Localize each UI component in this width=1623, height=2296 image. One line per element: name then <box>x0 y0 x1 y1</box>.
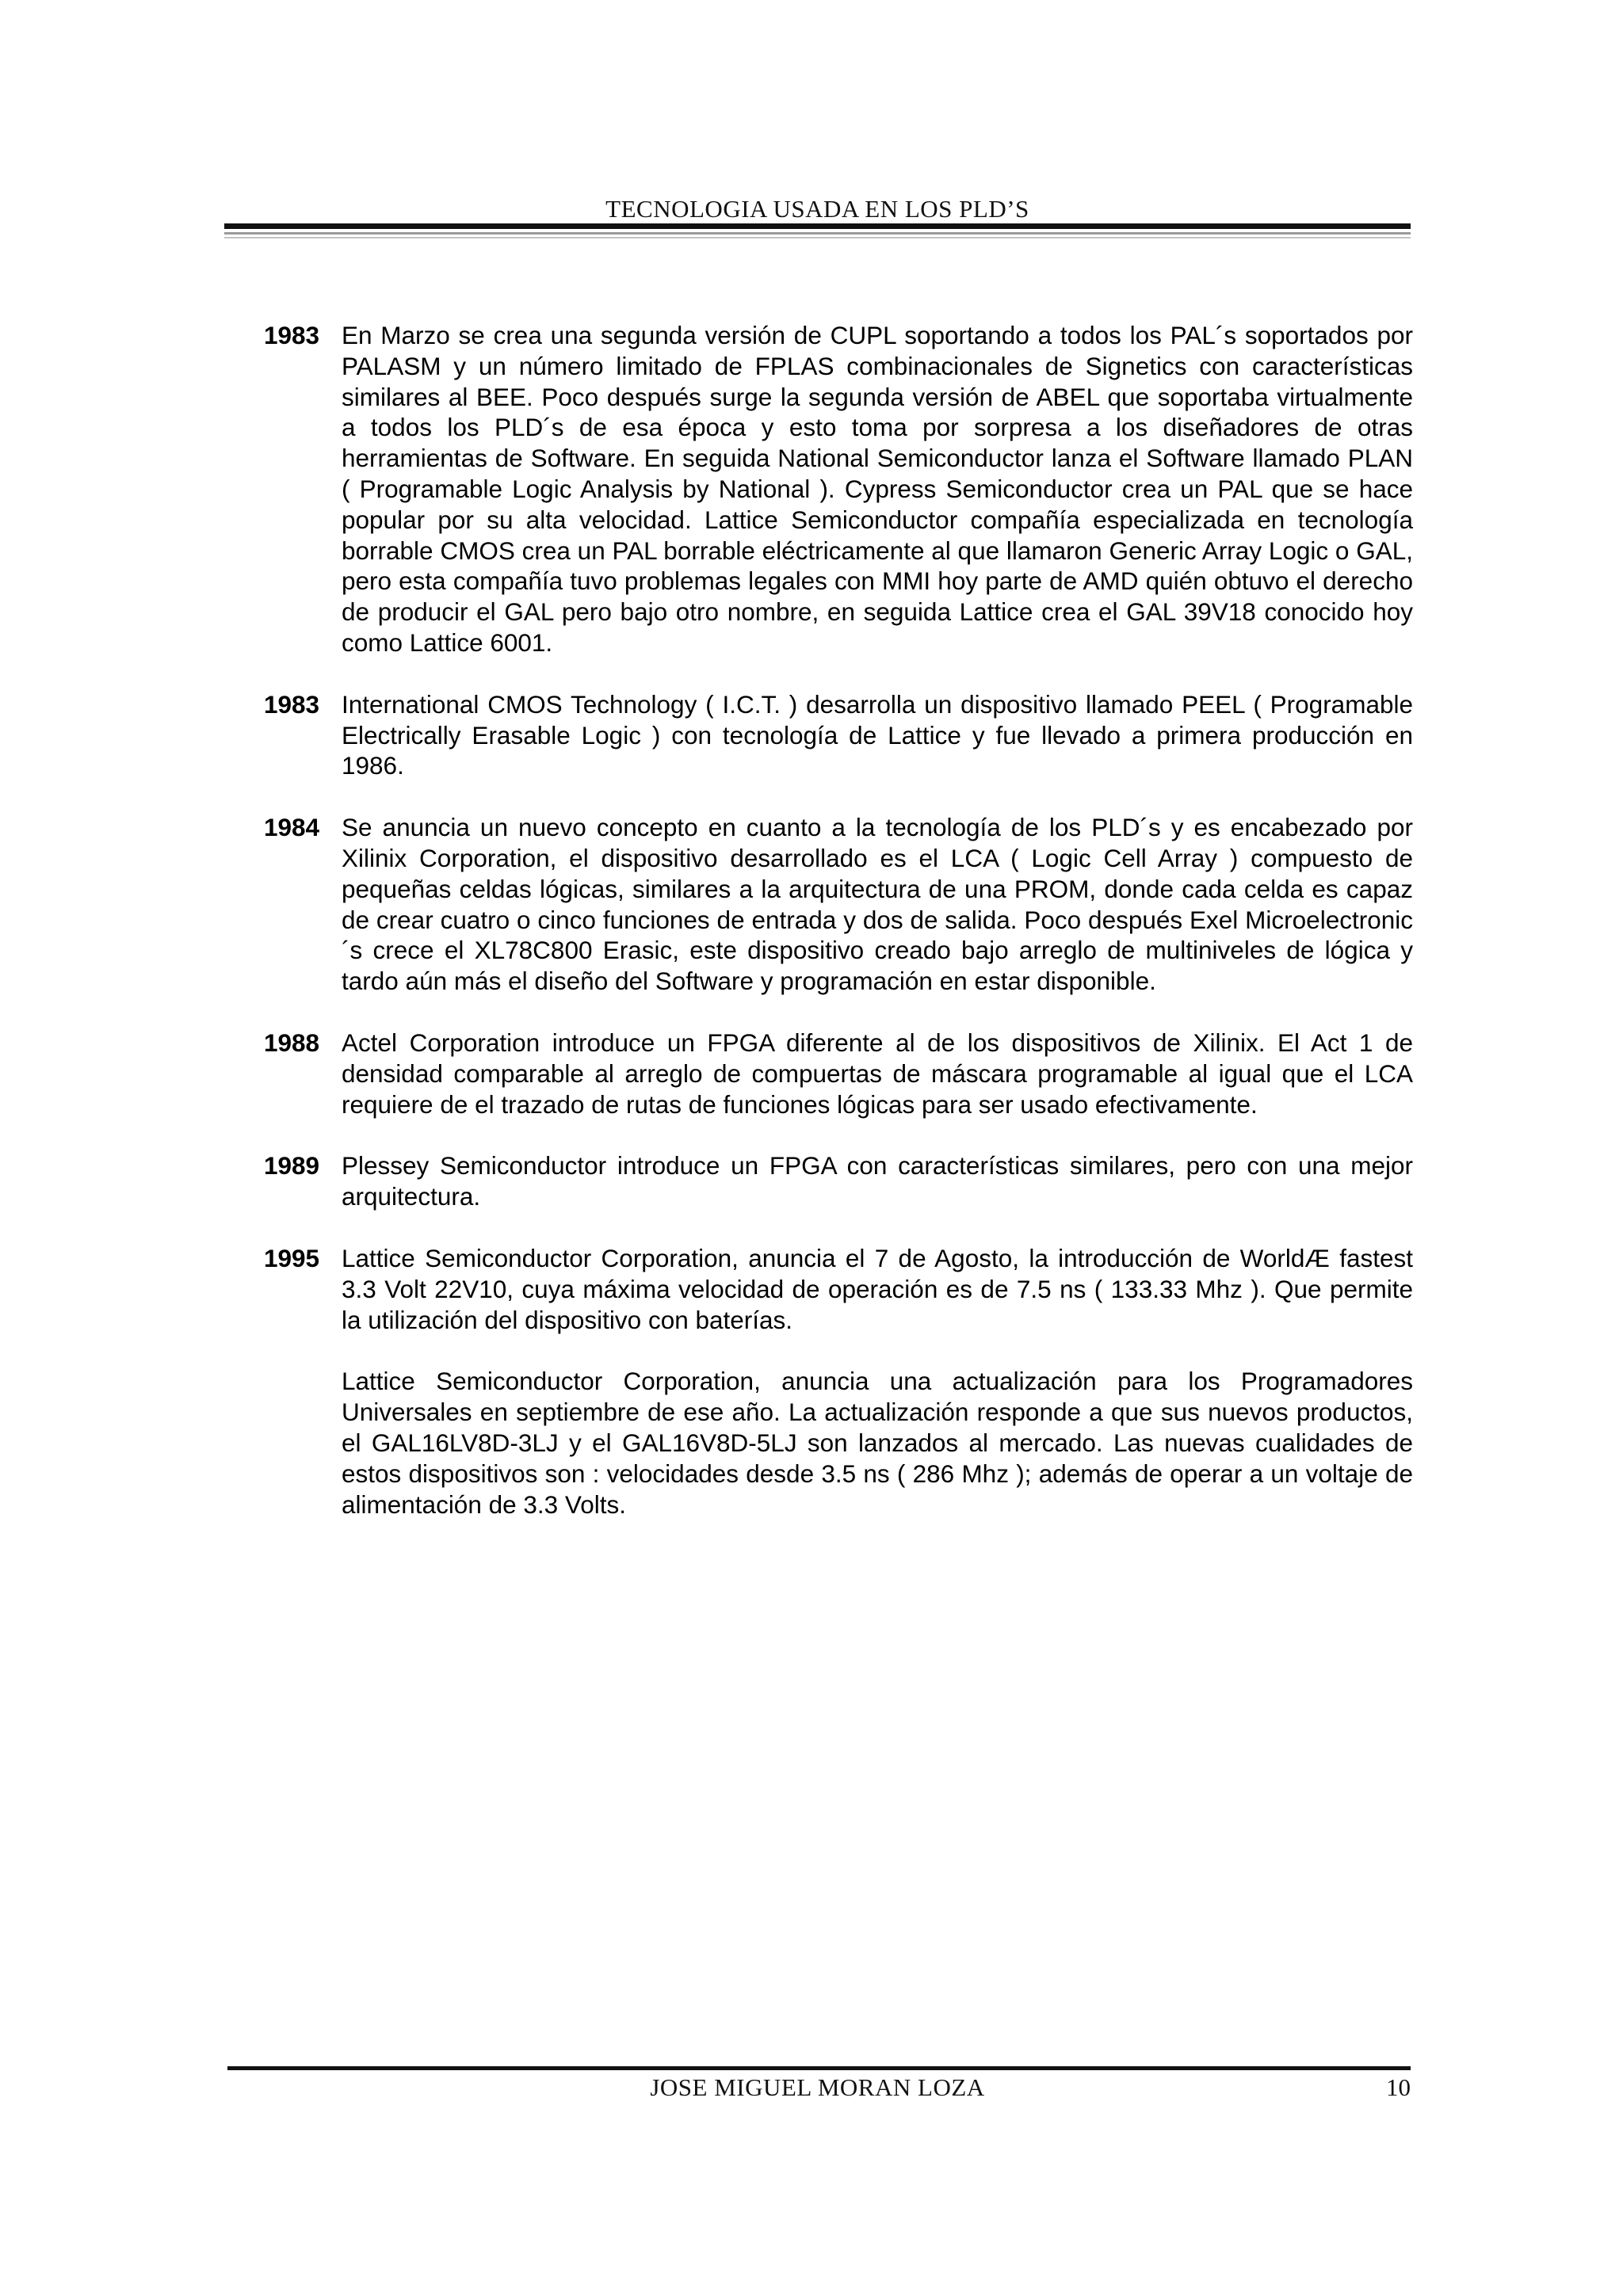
entry-text <box>342 320 1413 658</box>
timeline-entry <box>264 320 1413 658</box>
entry-paragraph: International CMOS Technology ( I.C.T. ) desarrolla un dispositivo llamado PEEL ( Programable Electrically Erasable Logic ) con tecnología de Lattice y fue llevado a primera producción en 1986. <box>342 689 1413 780</box>
timeline-entry <box>264 1028 1413 1119</box>
header-title: TECNOLOGIA USADA EN LOS PLD’S <box>605 195 1029 223</box>
entry-text <box>342 812 1413 997</box>
header-rule-thin-2 <box>224 237 1411 238</box>
entry-year: 1984 <box>264 813 320 842</box>
entry-paragraph: En Marzo se crea una segunda versión de CUPL soportando a todos los PAL´s soportados por PALASM y un número limitado de FPLAS combinacionales de Signetics con características similares al BEE. Poco después surge la segunda versión de ABEL que soportaba virtualmente a todos los PLD´s de esa época y esto toma por sorpresa a los diseñadores de otras herramientas de Software. En seguida National Semiconductor lanza el Software llamado PLAN ( Programable Logic Analysis by National ). Cypress Semiconductor crea un PAL que se hace popular por su alta velocidad. Lattice Semiconductor compañía especializada en tecnología borrable CMOS crea un PAL borrable eléctricamente al que llamaron Generic Array Logic o GAL, pero esta compañía tuvo problemas legales con MMI hoy parte de AMD quién obtuvo el derecho de producir el GAL pero bajo otro nombre, en seguida Lattice crea el GAL 39V18 conocido hoy como Lattice 6001. <box>342 321 1413 657</box>
entry-text <box>342 1243 1413 1520</box>
entry-paragraph: Actel Corporation introduce un FPGA diferente al de los dispositivos de Xilinix. El Act 1 de densidad comparable al arreglo de compuertas de máscara programable al igual que el LCA requiere de el trazado de rutas de funciones lógicas para ser usado efectivamente. <box>342 1028 1413 1119</box>
entry-paragraph: Plessey Semiconductor introduce un FPGA con características similares, pero con una mejor arquitectura. <box>342 1151 1413 1211</box>
entry-year: 1983 <box>264 689 320 719</box>
timeline-entry <box>264 689 1413 781</box>
timeline-entry <box>264 1150 1413 1212</box>
entry-year: 1983 <box>264 321 320 349</box>
header-rule-thin <box>224 232 1411 235</box>
entry-year: 1995 <box>264 1243 320 1272</box>
footer-rule <box>227 2066 1411 2070</box>
entry-paragraph: Lattice Semiconductor Corporation, anuncia el 7 de Agosto, la introducción de WorldÆ fastest 3.3 Volt 22V10, cuya máxima velocidad de operación es de 7.5 ns ( 133.33 Mhz ). Que permite la utilización del dispositivo con baterías. <box>342 1243 1413 1334</box>
timeline-entry <box>264 1243 1413 1520</box>
timeline-content <box>264 320 1413 1520</box>
page-number: 10 <box>1386 2073 1411 2101</box>
timeline-entry <box>264 812 1413 997</box>
footer-author: JOSE MIGUEL MORAN LOZA <box>650 2073 985 2101</box>
entry-text <box>342 1150 1413 1212</box>
entry-year: 1988 <box>264 1028 320 1057</box>
entry-paragraph: Se anuncia un nuevo concepto en cuanto a la tecnología de los PLD´s y es encabezado por Xilinix Corporation, el dispositivo desarrollado es el LCA ( Logic Cell Array ) compuesto de pequeñas celdas lógicas, similares a la arquitectura de una PROM, donde cada celda es capaz de crear cuatro o cinco funciones de entrada y dos de salida. Poco después Exel Microelectronic´s crece el XL78C800 Erasic, este dispositivo creado bajo arreglo de multiniveles de lógica y tardo aún más el diseño del Software y programación en estar disponible. <box>342 813 1413 996</box>
entry-text <box>342 689 1413 781</box>
entry-text <box>342 1028 1413 1119</box>
entry-year: 1989 <box>264 1151 320 1180</box>
header-rule <box>224 223 1411 229</box>
entry-paragraph: Lattice Semiconductor Corporation, anuncia una actualización para los Programadores Universales en septiembre de ese año. La actualización responde a que sus nuevos productos, el GAL16LV8D-3LJ y el GAL16V8D-5LJ son lanzados al mercado. Las nuevas cualidades de estos dispositivos son : velocidades desde 3.5 ns ( 286 Mhz ); además de operar a un voltaje de alimentación de 3.3 Volts. <box>342 1367 1413 1519</box>
